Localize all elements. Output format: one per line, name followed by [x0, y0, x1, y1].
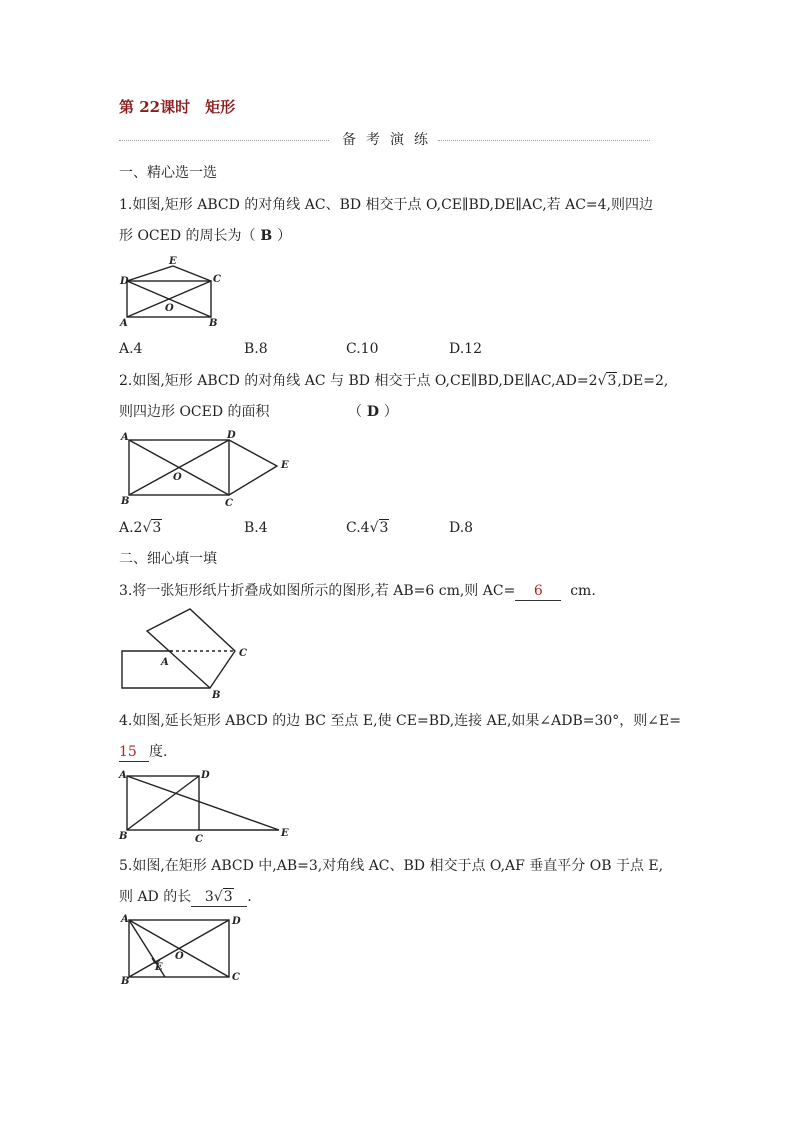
- q1-stem-end: 形 OCED 的周长为（: [119, 228, 256, 244]
- q2-answer: D: [362, 404, 384, 420]
- q2-sqrt: √3: [597, 373, 617, 389]
- q2-paren-close: ）: [383, 404, 398, 420]
- q2-answer-paren: [348, 403, 398, 421]
- q3-figure: [115, 604, 255, 700]
- q5-label-d: D: [232, 916, 241, 927]
- q3-folded-flap: [147, 609, 235, 688]
- q2-option-c-radicand: 3: [379, 520, 389, 536]
- q2-label-c: C: [225, 498, 233, 509]
- q4-label-b: B: [119, 831, 128, 842]
- q2-label-b: B: [121, 496, 130, 507]
- q1-triangle-dec: [127, 266, 211, 281]
- q5-label-a: A: [121, 914, 129, 925]
- q5-figure: [115, 910, 250, 988]
- q1-line2: [119, 227, 291, 245]
- q2-option-a-sqrt: √3: [142, 520, 162, 536]
- q4-label-d: D: [201, 770, 210, 781]
- q3-unit: cm.: [570, 583, 596, 599]
- q5-stem-end: 则 AD 的长: [119, 889, 192, 905]
- q2-label-o: O: [173, 472, 182, 483]
- q4-line-ae: [127, 776, 279, 830]
- q4-label-e: E: [281, 828, 289, 839]
- separator-right: [438, 140, 650, 141]
- q4-label-c: C: [195, 834, 203, 842]
- q4-label-a: A: [119, 770, 127, 781]
- q3-label-a: A: [161, 657, 169, 668]
- q1-label-c: C: [213, 274, 221, 285]
- q5-answer-sqrt: √3: [213, 889, 233, 905]
- q3-stem: 3.将一张矩形纸片折叠成如图所示的图形,若 AB=6 cm,则 AC=: [119, 583, 516, 599]
- q1-label-a: A: [120, 318, 128, 329]
- q2-triangle-dec: [229, 440, 277, 495]
- q4-unit: 度.: [149, 744, 168, 760]
- q3-line: [119, 582, 596, 601]
- q4-line2: [119, 743, 167, 762]
- part2-heading: 二、细心填一填: [119, 551, 217, 567]
- q2-option-b: B.4: [244, 520, 268, 536]
- q4-line1: 4.如图,延长矩形 ABCD 的边 BC 至点 E,使 CE=BD,连接 AE,如果∠ADB=30°，则∠E=: [119, 713, 681, 729]
- q5-label-b: B: [121, 976, 130, 987]
- q5-line2: [119, 888, 252, 907]
- q1-label-b: B: [209, 318, 218, 329]
- q4-figure: [115, 766, 300, 842]
- q1-line1: 1.如图,矩形 ABCD 的对角线 AC、BD 相交于点 O,CE∥BD,DE∥AC,若 AC=4,则四边: [119, 197, 654, 213]
- q4-answer-blank: 15: [119, 743, 149, 762]
- lesson-title: 第 22课时 矩形: [119, 98, 236, 116]
- q1-paren-close: ）: [277, 228, 292, 244]
- q2-stem-pre: 2.如图,矩形 ABCD 的对角线 AC 与 BD 相交于点 O,CE∥BD,DE∥AC,AD=2: [119, 373, 598, 389]
- q2-option-a: [119, 519, 162, 537]
- q2-label-a: A: [121, 432, 129, 443]
- q5-label-e: E: [155, 962, 163, 973]
- q1-label-e: E: [169, 256, 177, 267]
- q1-option-b: B.8: [244, 341, 268, 357]
- q5-stem-period: .: [247, 889, 252, 905]
- q5-label-c: C: [232, 972, 240, 983]
- q2-figure: [115, 428, 300, 510]
- q3-label-b: B: [212, 690, 221, 700]
- q5-answer-coef: 3: [204, 889, 214, 905]
- q3-label-c: C: [239, 648, 247, 659]
- q1-figure: [115, 254, 227, 332]
- q2-option-a-radicand: 3: [152, 520, 162, 536]
- q1-answer: B: [255, 228, 278, 244]
- q1-option-d: D.12: [449, 341, 482, 357]
- part1-heading: 一、精心选一选: [119, 165, 217, 181]
- q1-label-o: O: [165, 303, 174, 314]
- q2-line1: [119, 372, 668, 390]
- q2-option-c-pre: C.4: [346, 520, 370, 536]
- q1-label-d: D: [120, 276, 129, 287]
- q2-option-a-pre: A.2: [119, 520, 143, 536]
- q2-option-c: [346, 519, 389, 537]
- q1-option-c: C.10: [346, 341, 379, 357]
- q5-answer-radicand: 3: [223, 889, 233, 905]
- q2-radicand: 3: [607, 373, 617, 389]
- q2-label-d: D: [227, 430, 236, 441]
- q2-stem-post: ,DE=2,: [617, 373, 669, 389]
- q2-option-c-sqrt: √3: [369, 520, 389, 536]
- section-label: 备考演练: [342, 132, 438, 148]
- q3-answer-blank: 6: [515, 582, 561, 601]
- q4-diagonal-bd: [127, 776, 199, 830]
- q5-answer-blank: [191, 888, 247, 907]
- q2-option-d: D.8: [449, 520, 474, 536]
- q5-line1: 5.如图,在矩形 ABCD 中,AB=3,对角线 AC、BD 相交于点 O,AF 垂直平分 OB 于点 E,: [119, 858, 664, 874]
- q2-paren-open: （: [348, 404, 362, 420]
- q1-option-a: A.4: [119, 341, 143, 357]
- q2-line2: 则四边形 OCED 的面积: [119, 404, 270, 420]
- separator-left: [119, 140, 329, 141]
- q2-label-e: E: [281, 460, 289, 471]
- q5-label-o: O: [175, 951, 184, 962]
